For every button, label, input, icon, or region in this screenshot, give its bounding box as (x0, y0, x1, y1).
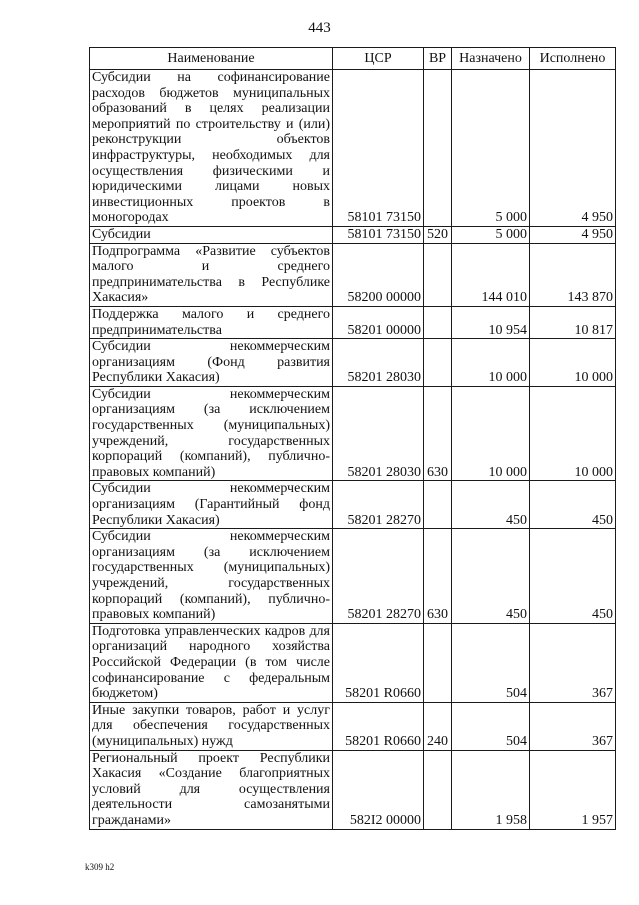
row-vr (424, 623, 452, 702)
row-executed: 10 000 (530, 386, 616, 481)
row-assigned: 10 000 (452, 339, 530, 387)
row-executed: 450 (530, 529, 616, 624)
row-assigned: 504 (452, 623, 530, 702)
row-csr: 58201 R0660 (333, 623, 424, 702)
row-executed: 10 000 (530, 339, 616, 387)
header-assigned: Назначено (452, 48, 530, 70)
row-vr: 520 (424, 226, 452, 243)
row-executed: 4 950 (530, 70, 616, 227)
row-name: Субсидии некоммерческим организациям (Фонд развития Республики Хакасия) (90, 339, 333, 387)
row-csr: 58201 00000 (333, 306, 424, 338)
row-executed: 4 950 (530, 226, 616, 243)
row-name: Подпрограмма «Развитие субъектов малого и среднего предпринимательства в Республике Хакасия» (90, 243, 333, 306)
row-name: Региональный проект Республики Хакасия «Создание благоприятных условий для осуществления деятельности самозанятыми гражданами» (90, 750, 333, 829)
row-name: Субсидии на софинансирование расходов бюджетов муниципальных образований в целях реализации мероприятий по строительству и (или) реконструкции объектов инфраструктуры, необходимых для осуществления физическими и юридическими лицами новых инвестиционных проектов в моногородах (90, 70, 333, 227)
row-executed: 450 (530, 481, 616, 529)
row-vr (424, 339, 452, 387)
row-assigned: 10 954 (452, 306, 530, 338)
row-csr: 58101 73150 (333, 70, 424, 227)
row-csr: 58201 28030 (333, 339, 424, 387)
table-row (90, 481, 616, 529)
table-body (90, 70, 616, 830)
header-executed: Исполнено (530, 48, 616, 70)
row-assigned: 1 958 (452, 750, 530, 829)
row-assigned: 504 (452, 702, 530, 750)
row-assigned: 5 000 (452, 70, 530, 227)
table-row (90, 226, 616, 243)
row-vr (424, 750, 452, 829)
row-csr: 58201 28270 (333, 481, 424, 529)
row-csr: 58201 28270 (333, 529, 424, 624)
row-vr (424, 70, 452, 227)
table-row (90, 306, 616, 338)
row-executed: 367 (530, 623, 616, 702)
row-csr: 582I2 00000 (333, 750, 424, 829)
row-vr: 240 (424, 702, 452, 750)
row-name: Поддержка малого и среднего предпринимательства (90, 306, 333, 338)
row-assigned: 450 (452, 529, 530, 624)
row-executed: 1 957 (530, 750, 616, 829)
header-csr: ЦСР (333, 48, 424, 70)
budget-table (89, 47, 616, 830)
row-vr (424, 306, 452, 338)
table-row (90, 623, 616, 702)
row-csr: 58201 R0660 (333, 702, 424, 750)
table-row (90, 339, 616, 387)
table-row (90, 70, 616, 227)
page-number: 443 (308, 20, 331, 36)
row-vr: 630 (424, 386, 452, 481)
row-assigned: 10 000 (452, 386, 530, 481)
row-csr: 58201 28030 (333, 386, 424, 481)
row-executed: 143 870 (530, 243, 616, 306)
table-row (90, 750, 616, 829)
row-name: Субсидии (90, 226, 333, 243)
footer-code: k309 h2 (85, 862, 115, 872)
row-name: Подготовка управленческих кадров для организаций народного хозяйства Российской Федерации (в том числе софинансирование с федеральным бюджетом) (90, 623, 333, 702)
header-vr: ВР (424, 48, 452, 70)
header-row (90, 48, 616, 70)
row-name: Субсидии некоммерческим организациям (за исключением государственных (муниципальных) учреждений, государственных корпораций (компаний), публично-правовых компаний) (90, 529, 333, 624)
row-executed: 367 (530, 702, 616, 750)
row-executed: 10 817 (530, 306, 616, 338)
table-row (90, 386, 616, 481)
row-assigned: 450 (452, 481, 530, 529)
row-assigned: 144 010 (452, 243, 530, 306)
row-assigned: 5 000 (452, 226, 530, 243)
row-vr (424, 243, 452, 306)
row-vr (424, 481, 452, 529)
table-row (90, 529, 616, 624)
table-row (90, 243, 616, 306)
row-name: Иные закупки товаров, работ и услуг для обеспечения государственных (муниципальных) нужд (90, 702, 333, 750)
row-vr: 630 (424, 529, 452, 624)
header-name: Наименование (90, 48, 333, 70)
table-header (90, 48, 616, 70)
table-row (90, 702, 616, 750)
row-name: Субсидии некоммерческим организациям (за исключением государственных (муниципальных) учреждений, государственных корпораций (компаний), публично-правовых компаний) (90, 386, 333, 481)
row-name: Субсидии некоммерческим организациям (Гарантийный фонд Республики Хакасия) (90, 481, 333, 529)
row-csr: 58101 73150 (333, 226, 424, 243)
row-csr: 58200 00000 (333, 243, 424, 306)
